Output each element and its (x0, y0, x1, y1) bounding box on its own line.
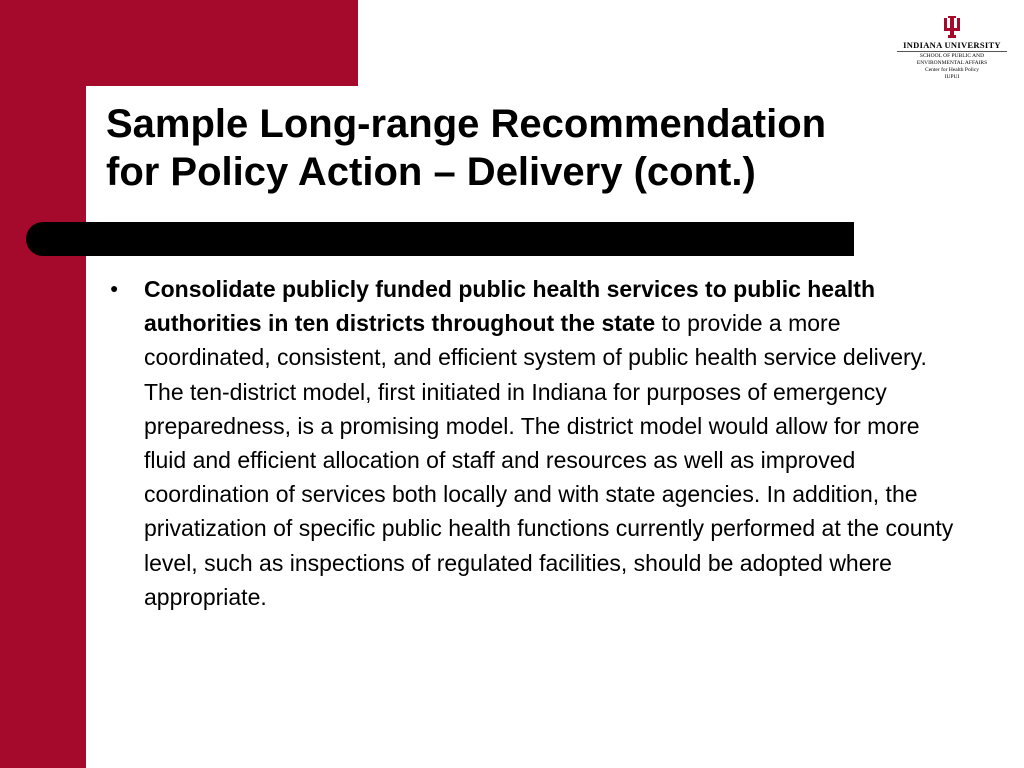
title-underline-bar (26, 222, 854, 256)
bullet-list (106, 272, 956, 614)
title-line-1: Sample Long-range Recommendation (106, 102, 827, 146)
bullet-bold-text: Consolidate publicly funded public health services to public health authorities in ten districts throughout the state (144, 276, 875, 337)
bullet-body-text: to provide a more coordinated, consistent, and efficient system of public health service delivery. The ten-district model, first initiated in Indiana for purposes of emergency preparedness, is a promising model. The district model would allow for more fluid and efficient allocation of staff and resources as well as improved coordination of services both locally and with state agencies. In addition, the privatization of specific public health functions currently performed at the county level, such as inspections of regulated facilities, should be adopted where appropriate. (144, 310, 954, 610)
school-line-1: SCHOOL OF PUBLIC AND (919, 53, 985, 59)
indiana-university-logo (890, 16, 1014, 88)
title-line-2: for Policy Action – Delivery (cont.) (106, 150, 756, 194)
red-side-band (0, 0, 86, 768)
bullet-item (106, 272, 956, 614)
campus-name: IUPUI (944, 74, 960, 80)
center-name: Center for Health Policy (925, 67, 979, 73)
school-line-2: ENVIRONMENTAL AFFAIRS (916, 60, 988, 66)
logo-divider (897, 51, 1007, 52)
red-top-band (0, 0, 358, 86)
iu-trident-icon (943, 16, 961, 38)
university-name: INDIANA UNIVERSITY (903, 40, 1001, 50)
slide-title (106, 100, 986, 196)
bullet-dot-icon: ● (110, 280, 119, 296)
